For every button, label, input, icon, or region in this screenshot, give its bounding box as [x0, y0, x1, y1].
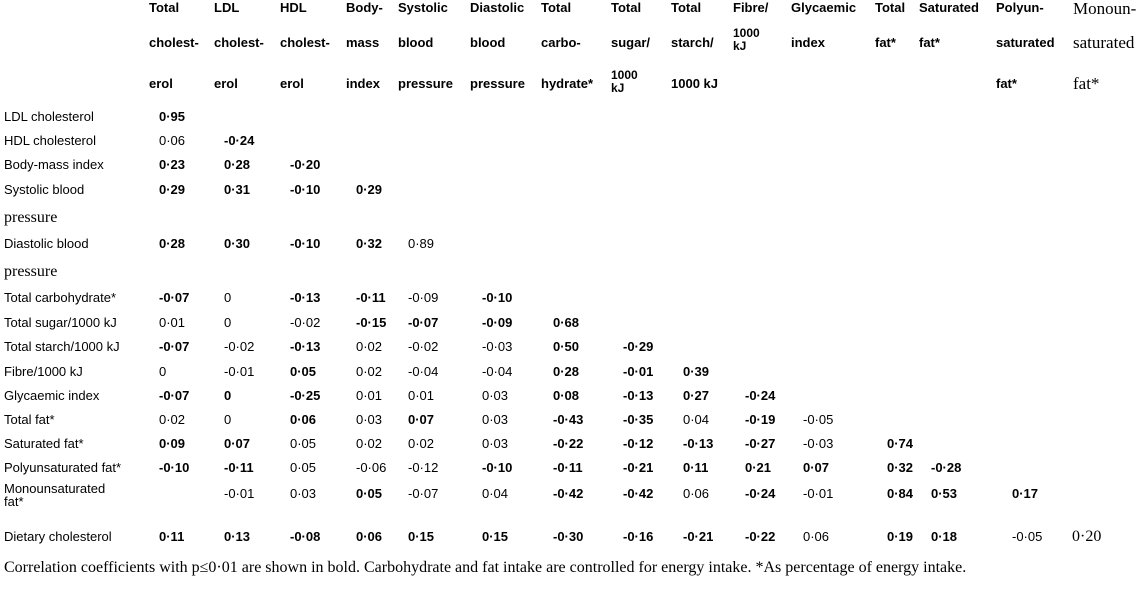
table-cell: -0·11 [553, 460, 583, 475]
column-header-line: HDL [280, 0, 307, 15]
table-cell: 0·27 [683, 388, 710, 403]
table-cell: 0·11 [683, 460, 709, 475]
table-cell: -0·04 [408, 364, 439, 379]
table-cell: -0·07 [159, 339, 190, 354]
column-header-line: fat* [875, 35, 896, 50]
table-cell: 0·05 [356, 486, 383, 501]
column-header-line: blood [398, 35, 434, 50]
table-cell: 0·39 [683, 364, 710, 379]
row-label: HDL cholesterol [4, 133, 97, 148]
column-header-line: Total [149, 0, 180, 15]
table-cell: -0·22 [553, 436, 584, 451]
table-cell: 0·06 [159, 133, 186, 148]
table-cell: 0·05 [290, 460, 317, 475]
table-cell: -0·01 [803, 486, 834, 501]
row-label: Fibre/1000 kJ [4, 364, 83, 379]
column-header-line: Total [541, 0, 572, 15]
table-cell: -0·04 [482, 364, 513, 379]
table-cell: -0·11 [224, 460, 254, 475]
table-cell: -0·13 [623, 388, 654, 403]
table-cell: -0·05 [1012, 529, 1043, 544]
column-header-line: erol [214, 76, 238, 91]
table-cell: -0·01 [224, 364, 255, 379]
column-header-line: index [791, 35, 825, 50]
table-cell: -0·03 [482, 339, 513, 354]
table-cell: -0·09 [482, 315, 513, 330]
table-cell: 0·20 [1072, 528, 1102, 545]
column-header-line: kJ [733, 39, 747, 53]
table-cell: -0·29 [623, 339, 654, 354]
table-cell: 0·06 [356, 529, 383, 544]
table-cell: -0·20 [290, 157, 321, 172]
table-cell: 0·30 [224, 236, 251, 251]
table-cell: 0·03 [482, 436, 509, 451]
table-cell: 0·32 [356, 236, 383, 251]
column-header-line: blood [470, 35, 506, 50]
table-cell: 0·28 [553, 364, 580, 379]
table-cell: -0·06 [356, 460, 387, 475]
column-header-line: cholest- [280, 35, 330, 50]
table-cell: 0·50 [553, 339, 580, 354]
table-cell: 0·18 [931, 529, 958, 544]
table-cell: -0·10 [159, 460, 190, 475]
row-label: Monounsaturated fat* [4, 481, 106, 509]
column-header-line: Monoun- [1073, 0, 1137, 18]
table-cell: -0·28 [931, 460, 962, 475]
column-header-line: Body- [346, 0, 383, 15]
table-cell: 0·21 [745, 460, 772, 475]
table-cell: -0·07 [159, 388, 190, 403]
column-header-line: fat* [919, 35, 940, 50]
table-cell: -0·21 [683, 529, 714, 544]
column-header-line: 1000 [611, 68, 638, 82]
column-header-line: fat* [1073, 74, 1100, 93]
table-cell: -0·01 [623, 364, 654, 379]
table-cell: 0·23 [159, 157, 186, 172]
table-cell: -0·22 [745, 529, 776, 544]
table-cell: 0·03 [482, 388, 509, 403]
row-label-continuation: pressure [4, 263, 58, 280]
column-header-line: 1000 [733, 26, 760, 40]
table-cell: 0·09 [159, 436, 186, 451]
row-label-continuation: pressure [4, 209, 58, 226]
table-cell: 0 [224, 290, 232, 305]
column-header-line: Glycaemic [791, 0, 857, 15]
table-cell: -0·07 [159, 290, 190, 305]
row-label: Total sugar/1000 kJ [4, 315, 117, 330]
table-cell: -0·16 [623, 529, 654, 544]
table-cell: 0·15 [482, 529, 509, 544]
table-cell: 0·28 [224, 157, 251, 172]
table-cell: 0·04 [482, 486, 509, 501]
table-cell: -0·15 [356, 315, 387, 330]
row-label: Saturated fat* [4, 436, 84, 451]
table-cell: 0·01 [408, 388, 435, 403]
table-cell: 0·06 [290, 412, 317, 427]
column-header-line: erol [280, 76, 304, 91]
table-cell: 0·05 [290, 436, 317, 451]
table-cell: 0·11 [159, 529, 185, 544]
row-label: Total starch/1000 kJ [4, 339, 120, 354]
table-cell: 0·53 [931, 486, 958, 501]
table-cell: 0·15 [408, 529, 435, 544]
table-cell: -0·03 [803, 436, 834, 451]
column-header-line: saturated [996, 35, 1055, 50]
table-cell: -0·35 [623, 412, 654, 427]
table-cell: 0·03 [482, 412, 509, 427]
column-header-line: starch/ [671, 35, 714, 50]
column-header-line: LDL [214, 0, 240, 15]
table-cell: 0 [224, 412, 232, 427]
table-cell: 0·32 [887, 460, 914, 475]
table-cell: -0·24 [745, 388, 776, 403]
table-cell: -0·10 [482, 460, 513, 475]
table-cell: 0·07 [408, 412, 435, 427]
table-cell: 0·89 [408, 236, 435, 251]
column-header-line: sugar/ [611, 35, 651, 50]
table-cell: 0·74 [887, 436, 914, 451]
column-header-line: Total [875, 0, 906, 15]
column-header-line: saturated [1073, 33, 1135, 52]
table-cell: 0·06 [683, 486, 710, 501]
row-label: Glycaemic index [4, 388, 100, 403]
column-header-line: cholest- [214, 35, 264, 50]
table-cell: -0·43 [553, 412, 584, 427]
table-cell: -0·42 [553, 486, 584, 501]
table-cell: 0·08 [553, 388, 580, 403]
table-cell: -0·05 [803, 412, 834, 427]
table-cell: -0·10 [290, 182, 321, 197]
table-cell: -0·13 [290, 290, 321, 305]
table-cell: 0·02 [356, 339, 383, 354]
table-cell: -0·27 [745, 436, 776, 451]
row-label: LDL cholesterol [4, 109, 94, 124]
table-cell: 0·01 [356, 388, 383, 403]
column-header-line: erol [149, 76, 173, 91]
row-label: Total carbohydrate* [4, 290, 117, 305]
column-header-line: cholest- [149, 35, 199, 50]
table-cell: -0·21 [623, 460, 654, 475]
column-header-line: fat* [996, 76, 1017, 91]
table-cell: -0·24 [224, 133, 255, 148]
table-cell: -0·13 [290, 339, 321, 354]
table-cell: -0·11 [356, 290, 386, 305]
column-header-line: Total [671, 0, 702, 15]
table-cell: 0·84 [887, 486, 914, 501]
column-header-line: 1000 kJ [671, 76, 718, 91]
column-header-line: hydrate* [541, 76, 594, 91]
column-header-line: Saturated [919, 0, 979, 15]
column-header-line: kJ [611, 81, 625, 95]
table-cell: 0·19 [887, 529, 914, 544]
table-cell: 0 [224, 388, 232, 403]
table-cell: 0·29 [356, 182, 383, 197]
table-footnote: Correlation coefficients with p≤0·01 are shown in bold. Carbohydrate and fat intake are controlled for energy intake. *As percentage of energy intake. [4, 559, 967, 576]
table-cell: 0·17 [1012, 486, 1039, 501]
column-header-line: Polyun- [996, 0, 1044, 15]
table-cell: 0·04 [683, 412, 710, 427]
row-label: Dietary cholesterol [4, 529, 112, 544]
column-header-line: Fibre/ [733, 0, 769, 15]
table-cell: 0·06 [803, 529, 830, 544]
table-cell: -0·08 [290, 529, 321, 544]
table-cell: 0·02 [408, 436, 435, 451]
table-cell: -0·09 [408, 290, 439, 305]
table-cell: -0·01 [224, 486, 255, 501]
table-cell: -0·07 [408, 486, 439, 501]
column-header-line: mass [346, 35, 380, 50]
table-cell: 0·02 [356, 436, 383, 451]
column-header-line: index [346, 76, 380, 91]
table-cell: -0·42 [623, 486, 654, 501]
table-cell: -0·02 [290, 315, 321, 330]
table-cell: 0·29 [159, 182, 186, 197]
table-cell: 0·95 [159, 109, 186, 124]
row-label: Body-mass index [4, 157, 104, 172]
table-cell: 0 [159, 364, 167, 379]
table-cell: 0·01 [159, 315, 186, 330]
row-label: Systolic blood [4, 182, 85, 197]
column-header-line: Total [611, 0, 642, 15]
table-cell: -0·10 [482, 290, 513, 305]
table-cell: -0·30 [553, 529, 584, 544]
table-cell: 0·07 [224, 436, 251, 451]
table-cell: -0·12 [408, 460, 439, 475]
row-label: Diastolic blood [4, 236, 89, 251]
table-cell: 0·03 [356, 412, 383, 427]
table-cell: 0·68 [553, 315, 580, 330]
table-cell: 0·07 [803, 460, 830, 475]
table-cell: -0·12 [623, 436, 654, 451]
table-cell: -0·25 [290, 388, 321, 403]
column-header-line: pressure [470, 76, 525, 91]
table-cell: 0·31 [224, 182, 251, 197]
table-cell: -0·02 [224, 339, 255, 354]
table-cell: 0·28 [159, 236, 186, 251]
column-header-line: Systolic [398, 0, 448, 15]
table-cell: 0·05 [290, 364, 317, 379]
table-cell: -0·02 [408, 339, 439, 354]
table-cell: -0·24 [745, 486, 776, 501]
table-cell: 0 [224, 315, 232, 330]
table-cell: 0·13 [224, 529, 251, 544]
table-cell: -0·07 [408, 315, 439, 330]
column-header-line: carbo- [541, 35, 581, 50]
table-cell: 0·03 [290, 486, 317, 501]
table-cell: -0·19 [745, 412, 776, 427]
column-header-line: Diastolic [470, 0, 525, 15]
column-header-line: pressure [398, 76, 453, 91]
table-cell: 0·02 [356, 364, 383, 379]
row-label: Total fat* [4, 412, 55, 427]
table-cell: -0·13 [683, 436, 714, 451]
table-cell: -0·10 [290, 236, 321, 251]
row-label: Polyunsaturated fat* [4, 460, 122, 475]
table-cell: 0·02 [159, 412, 186, 427]
